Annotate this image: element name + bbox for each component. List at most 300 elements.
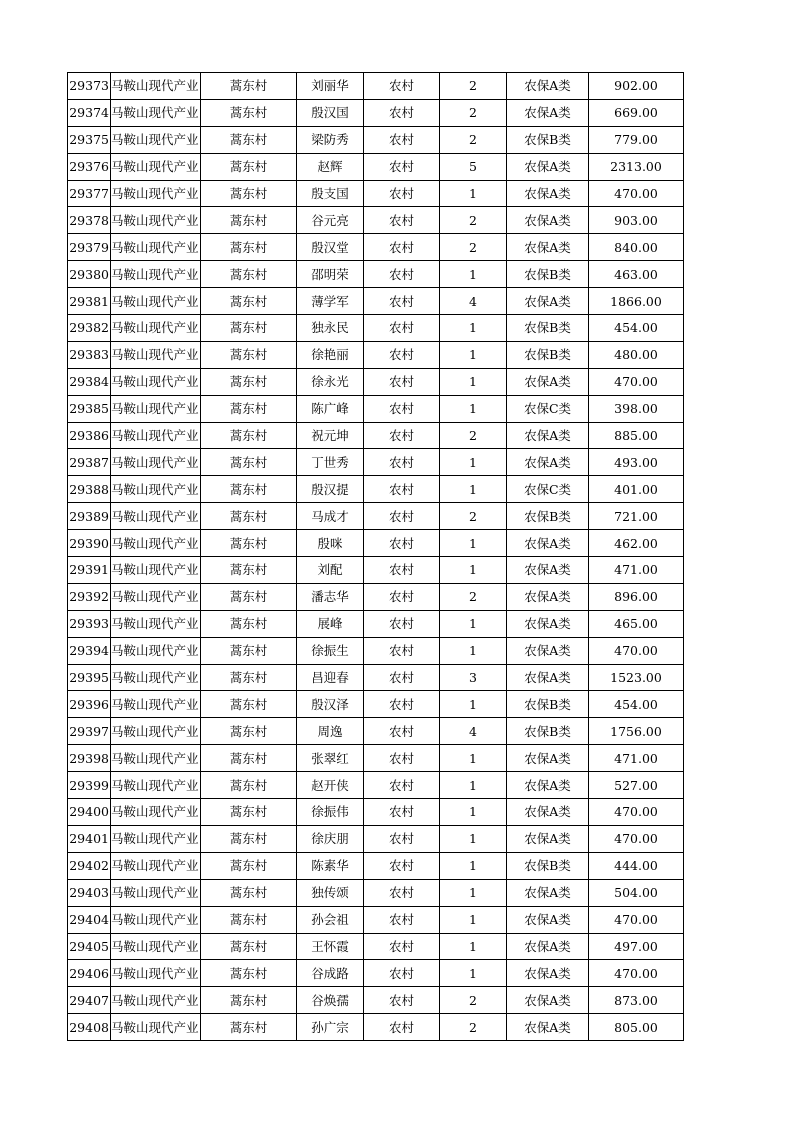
household-type-cell: 农村 bbox=[364, 960, 440, 987]
table-row bbox=[68, 933, 684, 960]
insurance-category-cell: 农保B类 bbox=[507, 126, 589, 153]
village-cell: 蒿东村 bbox=[201, 557, 297, 584]
record-id-cell: 29378 bbox=[68, 207, 111, 234]
village-cell: 蒿东村 bbox=[201, 825, 297, 852]
record-id-cell: 29375 bbox=[68, 126, 111, 153]
table-row bbox=[68, 530, 684, 557]
member-count-cell: 1 bbox=[440, 745, 507, 772]
person-name-cell: 独传颂 bbox=[297, 879, 364, 906]
person-name-cell: 陈广峰 bbox=[297, 395, 364, 422]
record-id-cell: 29376 bbox=[68, 153, 111, 180]
table-row bbox=[68, 449, 684, 476]
insurance-category-cell: 农保A类 bbox=[507, 772, 589, 799]
insurance-category-cell: 农保B类 bbox=[507, 852, 589, 879]
member-count-cell: 1 bbox=[440, 449, 507, 476]
insurance-category-cell: 农保A类 bbox=[507, 180, 589, 207]
household-type-cell: 农村 bbox=[364, 449, 440, 476]
person-name-cell: 殷汉泽 bbox=[297, 691, 364, 718]
insurance-category-cell: 农保A类 bbox=[507, 879, 589, 906]
organization-cell: 马鞍山现代产业 bbox=[111, 637, 201, 664]
amount-cell: 454.00 bbox=[589, 315, 684, 342]
household-type-cell: 农村 bbox=[364, 906, 440, 933]
amount-cell: 1866.00 bbox=[589, 288, 684, 315]
household-type-cell: 农村 bbox=[364, 825, 440, 852]
household-type-cell: 农村 bbox=[364, 288, 440, 315]
household-type-cell: 农村 bbox=[364, 315, 440, 342]
person-name-cell: 陈素华 bbox=[297, 852, 364, 879]
table-row bbox=[68, 960, 684, 987]
table-row bbox=[68, 395, 684, 422]
table-row bbox=[68, 799, 684, 826]
village-cell: 蒿东村 bbox=[201, 933, 297, 960]
amount-cell: 903.00 bbox=[589, 207, 684, 234]
organization-cell: 马鞍山现代产业 bbox=[111, 772, 201, 799]
record-id-cell: 29379 bbox=[68, 234, 111, 261]
village-cell: 蒿东村 bbox=[201, 73, 297, 100]
amount-cell: 470.00 bbox=[589, 799, 684, 826]
amount-cell: 527.00 bbox=[589, 772, 684, 799]
insurance-category-cell: 农保A类 bbox=[507, 530, 589, 557]
insurance-category-cell: 农保A类 bbox=[507, 745, 589, 772]
table-row bbox=[68, 476, 684, 503]
member-count-cell: 2 bbox=[440, 99, 507, 126]
record-id-cell: 29373 bbox=[68, 73, 111, 100]
village-cell: 蒿东村 bbox=[201, 99, 297, 126]
insurance-category-cell: 农保A类 bbox=[507, 73, 589, 100]
member-count-cell: 5 bbox=[440, 153, 507, 180]
record-id-cell: 29402 bbox=[68, 852, 111, 879]
record-id-cell: 29393 bbox=[68, 610, 111, 637]
insurance-category-cell: 农保B类 bbox=[507, 341, 589, 368]
organization-cell: 马鞍山现代产业 bbox=[111, 933, 201, 960]
insurance-category-cell: 农保A类 bbox=[507, 637, 589, 664]
household-type-cell: 农村 bbox=[364, 772, 440, 799]
insurance-category-cell: 农保A类 bbox=[507, 422, 589, 449]
amount-cell: 470.00 bbox=[589, 960, 684, 987]
table-row bbox=[68, 1014, 684, 1041]
amount-cell: 470.00 bbox=[589, 637, 684, 664]
insurance-category-cell: 农保A类 bbox=[507, 960, 589, 987]
table-row bbox=[68, 906, 684, 933]
insurance-category-cell: 农保A类 bbox=[507, 234, 589, 261]
record-id-cell: 29377 bbox=[68, 180, 111, 207]
table-row bbox=[68, 610, 684, 637]
member-count-cell: 1 bbox=[440, 476, 507, 503]
organization-cell: 马鞍山现代产业 bbox=[111, 718, 201, 745]
record-id-cell: 29394 bbox=[68, 637, 111, 664]
amount-cell: 470.00 bbox=[589, 825, 684, 852]
organization-cell: 马鞍山现代产业 bbox=[111, 879, 201, 906]
amount-cell: 779.00 bbox=[589, 126, 684, 153]
household-type-cell: 农村 bbox=[364, 234, 440, 261]
member-count-cell: 2 bbox=[440, 207, 507, 234]
organization-cell: 马鞍山现代产业 bbox=[111, 745, 201, 772]
member-count-cell: 1 bbox=[440, 557, 507, 584]
member-count-cell: 1 bbox=[440, 906, 507, 933]
member-count-cell: 2 bbox=[440, 234, 507, 261]
insurance-category-cell: 农保B类 bbox=[507, 261, 589, 288]
household-type-cell: 农村 bbox=[364, 261, 440, 288]
member-count-cell: 2 bbox=[440, 126, 507, 153]
table-row bbox=[68, 664, 684, 691]
village-cell: 蒿东村 bbox=[201, 530, 297, 557]
record-id-cell: 29392 bbox=[68, 583, 111, 610]
village-cell: 蒿东村 bbox=[201, 610, 297, 637]
village-cell: 蒿东村 bbox=[201, 368, 297, 395]
member-count-cell: 2 bbox=[440, 73, 507, 100]
organization-cell: 马鞍山现代产业 bbox=[111, 341, 201, 368]
amount-cell: 1523.00 bbox=[589, 664, 684, 691]
amount-cell: 470.00 bbox=[589, 180, 684, 207]
village-cell: 蒿东村 bbox=[201, 772, 297, 799]
person-name-cell: 刘配 bbox=[297, 557, 364, 584]
record-id-cell: 29383 bbox=[68, 341, 111, 368]
table-row bbox=[68, 288, 684, 315]
amount-cell: 493.00 bbox=[589, 449, 684, 476]
household-type-cell: 农村 bbox=[364, 933, 440, 960]
member-count-cell: 2 bbox=[440, 503, 507, 530]
member-count-cell: 2 bbox=[440, 1014, 507, 1041]
insurance-category-cell: 农保B类 bbox=[507, 691, 589, 718]
organization-cell: 马鞍山现代产业 bbox=[111, 960, 201, 987]
record-id-cell: 29396 bbox=[68, 691, 111, 718]
table-row bbox=[68, 583, 684, 610]
village-cell: 蒿东村 bbox=[201, 234, 297, 261]
record-id-cell: 29395 bbox=[68, 664, 111, 691]
amount-cell: 465.00 bbox=[589, 610, 684, 637]
member-count-cell: 1 bbox=[440, 341, 507, 368]
village-cell: 蒿东村 bbox=[201, 126, 297, 153]
amount-cell: 669.00 bbox=[589, 99, 684, 126]
person-name-cell: 赵开侠 bbox=[297, 772, 364, 799]
insurance-category-cell: 农保A类 bbox=[507, 583, 589, 610]
member-count-cell: 2 bbox=[440, 987, 507, 1014]
records-table bbox=[67, 72, 684, 1041]
amount-cell: 840.00 bbox=[589, 234, 684, 261]
organization-cell: 马鞍山现代产业 bbox=[111, 207, 201, 234]
organization-cell: 马鞍山现代产业 bbox=[111, 987, 201, 1014]
household-type-cell: 农村 bbox=[364, 476, 440, 503]
record-id-cell: 29382 bbox=[68, 315, 111, 342]
village-cell: 蒿东村 bbox=[201, 261, 297, 288]
village-cell: 蒿东村 bbox=[201, 718, 297, 745]
record-id-cell: 29385 bbox=[68, 395, 111, 422]
household-type-cell: 农村 bbox=[364, 341, 440, 368]
person-name-cell: 张翠红 bbox=[297, 745, 364, 772]
member-count-cell: 1 bbox=[440, 825, 507, 852]
table-row bbox=[68, 691, 684, 718]
household-type-cell: 农村 bbox=[364, 987, 440, 1014]
household-type-cell: 农村 bbox=[364, 503, 440, 530]
household-type-cell: 农村 bbox=[364, 610, 440, 637]
insurance-category-cell: 农保A类 bbox=[507, 207, 589, 234]
village-cell: 蒿东村 bbox=[201, 207, 297, 234]
table-row bbox=[68, 987, 684, 1014]
person-name-cell: 殷汉堂 bbox=[297, 234, 364, 261]
record-id-cell: 29406 bbox=[68, 960, 111, 987]
amount-cell: 873.00 bbox=[589, 987, 684, 1014]
amount-cell: 2313.00 bbox=[589, 153, 684, 180]
table-row bbox=[68, 718, 684, 745]
table-row bbox=[68, 422, 684, 449]
insurance-category-cell: 农保A类 bbox=[507, 368, 589, 395]
member-count-cell: 1 bbox=[440, 960, 507, 987]
village-cell: 蒿东村 bbox=[201, 180, 297, 207]
organization-cell: 马鞍山现代产业 bbox=[111, 476, 201, 503]
record-id-cell: 29390 bbox=[68, 530, 111, 557]
village-cell: 蒿东村 bbox=[201, 879, 297, 906]
member-count-cell: 1 bbox=[440, 610, 507, 637]
table-row bbox=[68, 261, 684, 288]
member-count-cell: 1 bbox=[440, 879, 507, 906]
village-cell: 蒿东村 bbox=[201, 1014, 297, 1041]
village-cell: 蒿东村 bbox=[201, 476, 297, 503]
record-id-cell: 29391 bbox=[68, 557, 111, 584]
person-name-cell: 独永民 bbox=[297, 315, 364, 342]
insurance-category-cell: 农保B类 bbox=[507, 503, 589, 530]
organization-cell: 马鞍山现代产业 bbox=[111, 126, 201, 153]
member-count-cell: 1 bbox=[440, 395, 507, 422]
village-cell: 蒿东村 bbox=[201, 395, 297, 422]
person-name-cell: 王怀霞 bbox=[297, 933, 364, 960]
person-name-cell: 丁世秀 bbox=[297, 449, 364, 476]
organization-cell: 马鞍山现代产业 bbox=[111, 1014, 201, 1041]
household-type-cell: 农村 bbox=[364, 395, 440, 422]
member-count-cell: 1 bbox=[440, 852, 507, 879]
household-type-cell: 农村 bbox=[364, 207, 440, 234]
person-name-cell: 徐振生 bbox=[297, 637, 364, 664]
record-id-cell: 29386 bbox=[68, 422, 111, 449]
table-row bbox=[68, 153, 684, 180]
organization-cell: 马鞍山现代产业 bbox=[111, 825, 201, 852]
household-type-cell: 农村 bbox=[364, 422, 440, 449]
member-count-cell: 1 bbox=[440, 637, 507, 664]
table-row bbox=[68, 180, 684, 207]
person-name-cell: 潘志华 bbox=[297, 583, 364, 610]
table-row bbox=[68, 341, 684, 368]
member-count-cell: 1 bbox=[440, 180, 507, 207]
amount-cell: 1756.00 bbox=[589, 718, 684, 745]
person-name-cell: 谷成路 bbox=[297, 960, 364, 987]
organization-cell: 马鞍山现代产业 bbox=[111, 503, 201, 530]
household-type-cell: 农村 bbox=[364, 691, 440, 718]
record-id-cell: 29404 bbox=[68, 906, 111, 933]
person-name-cell: 薄学军 bbox=[297, 288, 364, 315]
organization-cell: 马鞍山现代产业 bbox=[111, 153, 201, 180]
record-id-cell: 29407 bbox=[68, 987, 111, 1014]
person-name-cell: 徐庆朋 bbox=[297, 825, 364, 852]
organization-cell: 马鞍山现代产业 bbox=[111, 261, 201, 288]
insurance-category-cell: 农保A类 bbox=[507, 987, 589, 1014]
record-id-cell: 29408 bbox=[68, 1014, 111, 1041]
village-cell: 蒿东村 bbox=[201, 906, 297, 933]
household-type-cell: 农村 bbox=[364, 799, 440, 826]
organization-cell: 马鞍山现代产业 bbox=[111, 180, 201, 207]
organization-cell: 马鞍山现代产业 bbox=[111, 288, 201, 315]
household-type-cell: 农村 bbox=[364, 126, 440, 153]
member-count-cell: 4 bbox=[440, 718, 507, 745]
table-row bbox=[68, 745, 684, 772]
insurance-category-cell: 农保A类 bbox=[507, 933, 589, 960]
household-type-cell: 农村 bbox=[364, 718, 440, 745]
person-name-cell: 昌迎春 bbox=[297, 664, 364, 691]
amount-cell: 896.00 bbox=[589, 583, 684, 610]
table-row bbox=[68, 126, 684, 153]
organization-cell: 马鞍山现代产业 bbox=[111, 315, 201, 342]
amount-cell: 470.00 bbox=[589, 906, 684, 933]
member-count-cell: 2 bbox=[440, 583, 507, 610]
amount-cell: 454.00 bbox=[589, 691, 684, 718]
person-name-cell: 殷咪 bbox=[297, 530, 364, 557]
village-cell: 蒿东村 bbox=[201, 987, 297, 1014]
record-id-cell: 29381 bbox=[68, 288, 111, 315]
record-id-cell: 29399 bbox=[68, 772, 111, 799]
organization-cell: 马鞍山现代产业 bbox=[111, 906, 201, 933]
person-name-cell: 刘丽华 bbox=[297, 73, 364, 100]
member-count-cell: 1 bbox=[440, 691, 507, 718]
member-count-cell: 1 bbox=[440, 368, 507, 395]
amount-cell: 902.00 bbox=[589, 73, 684, 100]
table-row bbox=[68, 503, 684, 530]
table-row bbox=[68, 99, 684, 126]
table-row bbox=[68, 852, 684, 879]
amount-cell: 463.00 bbox=[589, 261, 684, 288]
organization-cell: 马鞍山现代产业 bbox=[111, 610, 201, 637]
member-count-cell: 4 bbox=[440, 288, 507, 315]
organization-cell: 马鞍山现代产业 bbox=[111, 799, 201, 826]
village-cell: 蒿东村 bbox=[201, 315, 297, 342]
household-type-cell: 农村 bbox=[364, 664, 440, 691]
table-row bbox=[68, 315, 684, 342]
insurance-category-cell: 农保A类 bbox=[507, 288, 589, 315]
member-count-cell: 1 bbox=[440, 530, 507, 557]
record-id-cell: 29387 bbox=[68, 449, 111, 476]
organization-cell: 马鞍山现代产业 bbox=[111, 449, 201, 476]
record-id-cell: 29397 bbox=[68, 718, 111, 745]
person-name-cell: 殷支国 bbox=[297, 180, 364, 207]
village-cell: 蒿东村 bbox=[201, 960, 297, 987]
table-row bbox=[68, 637, 684, 664]
amount-cell: 721.00 bbox=[589, 503, 684, 530]
record-id-cell: 29374 bbox=[68, 99, 111, 126]
amount-cell: 398.00 bbox=[589, 395, 684, 422]
household-type-cell: 农村 bbox=[364, 852, 440, 879]
table-row bbox=[68, 207, 684, 234]
insurance-category-cell: 农保A类 bbox=[507, 664, 589, 691]
household-type-cell: 农村 bbox=[364, 180, 440, 207]
insurance-category-cell: 农保A类 bbox=[507, 557, 589, 584]
organization-cell: 马鞍山现代产业 bbox=[111, 557, 201, 584]
person-name-cell: 孙广宗 bbox=[297, 1014, 364, 1041]
amount-cell: 471.00 bbox=[589, 745, 684, 772]
organization-cell: 马鞍山现代产业 bbox=[111, 422, 201, 449]
household-type-cell: 农村 bbox=[364, 637, 440, 664]
record-id-cell: 29380 bbox=[68, 261, 111, 288]
person-name-cell: 殷汉提 bbox=[297, 476, 364, 503]
person-name-cell: 殷汉国 bbox=[297, 99, 364, 126]
person-name-cell: 赵辉 bbox=[297, 153, 364, 180]
record-id-cell: 29401 bbox=[68, 825, 111, 852]
person-name-cell: 徐永光 bbox=[297, 368, 364, 395]
person-name-cell: 谷元亮 bbox=[297, 207, 364, 234]
person-name-cell: 徐艳丽 bbox=[297, 341, 364, 368]
record-id-cell: 29398 bbox=[68, 745, 111, 772]
member-count-cell: 1 bbox=[440, 799, 507, 826]
village-cell: 蒿东村 bbox=[201, 637, 297, 664]
table-row bbox=[68, 557, 684, 584]
household-type-cell: 农村 bbox=[364, 368, 440, 395]
record-id-cell: 29405 bbox=[68, 933, 111, 960]
record-id-cell: 29403 bbox=[68, 879, 111, 906]
village-cell: 蒿东村 bbox=[201, 341, 297, 368]
record-id-cell: 29400 bbox=[68, 799, 111, 826]
insurance-category-cell: 农保A类 bbox=[507, 799, 589, 826]
village-cell: 蒿东村 bbox=[201, 745, 297, 772]
amount-cell: 885.00 bbox=[589, 422, 684, 449]
amount-cell: 462.00 bbox=[589, 530, 684, 557]
person-name-cell: 展峰 bbox=[297, 610, 364, 637]
insurance-category-cell: 农保A类 bbox=[507, 1014, 589, 1041]
table-row bbox=[68, 772, 684, 799]
organization-cell: 马鞍山现代产业 bbox=[111, 530, 201, 557]
member-count-cell: 3 bbox=[440, 664, 507, 691]
village-cell: 蒿东村 bbox=[201, 288, 297, 315]
village-cell: 蒿东村 bbox=[201, 153, 297, 180]
table-row bbox=[68, 368, 684, 395]
organization-cell: 马鞍山现代产业 bbox=[111, 664, 201, 691]
person-name-cell: 马成才 bbox=[297, 503, 364, 530]
insurance-category-cell: 农保B类 bbox=[507, 315, 589, 342]
person-name-cell: 梁防秀 bbox=[297, 126, 364, 153]
amount-cell: 401.00 bbox=[589, 476, 684, 503]
person-name-cell: 邵明荣 bbox=[297, 261, 364, 288]
person-name-cell: 徐振伟 bbox=[297, 799, 364, 826]
household-type-cell: 农村 bbox=[364, 73, 440, 100]
organization-cell: 马鞍山现代产业 bbox=[111, 73, 201, 100]
organization-cell: 马鞍山现代产业 bbox=[111, 234, 201, 261]
organization-cell: 马鞍山现代产业 bbox=[111, 395, 201, 422]
household-type-cell: 农村 bbox=[364, 557, 440, 584]
member-count-cell: 2 bbox=[440, 422, 507, 449]
member-count-cell: 1 bbox=[440, 933, 507, 960]
insurance-category-cell: 农保A类 bbox=[507, 825, 589, 852]
organization-cell: 马鞍山现代产业 bbox=[111, 852, 201, 879]
table-row bbox=[68, 73, 684, 100]
person-name-cell: 谷焕孺 bbox=[297, 987, 364, 1014]
member-count-cell: 1 bbox=[440, 315, 507, 342]
household-type-cell: 农村 bbox=[364, 153, 440, 180]
amount-cell: 504.00 bbox=[589, 879, 684, 906]
village-cell: 蒿东村 bbox=[201, 852, 297, 879]
table-body bbox=[68, 73, 684, 1041]
village-cell: 蒿东村 bbox=[201, 664, 297, 691]
village-cell: 蒿东村 bbox=[201, 449, 297, 476]
insurance-category-cell: 农保A类 bbox=[507, 449, 589, 476]
table-row bbox=[68, 879, 684, 906]
insurance-category-cell: 农保C类 bbox=[507, 476, 589, 503]
insurance-category-cell: 农保A类 bbox=[507, 99, 589, 126]
organization-cell: 马鞍山现代产业 bbox=[111, 691, 201, 718]
household-type-cell: 农村 bbox=[364, 879, 440, 906]
village-cell: 蒿东村 bbox=[201, 583, 297, 610]
amount-cell: 805.00 bbox=[589, 1014, 684, 1041]
insurance-category-cell: 农保A类 bbox=[507, 906, 589, 933]
record-id-cell: 29389 bbox=[68, 503, 111, 530]
insurance-category-cell: 农保A类 bbox=[507, 610, 589, 637]
amount-cell: 444.00 bbox=[589, 852, 684, 879]
amount-cell: 497.00 bbox=[589, 933, 684, 960]
household-type-cell: 农村 bbox=[364, 583, 440, 610]
